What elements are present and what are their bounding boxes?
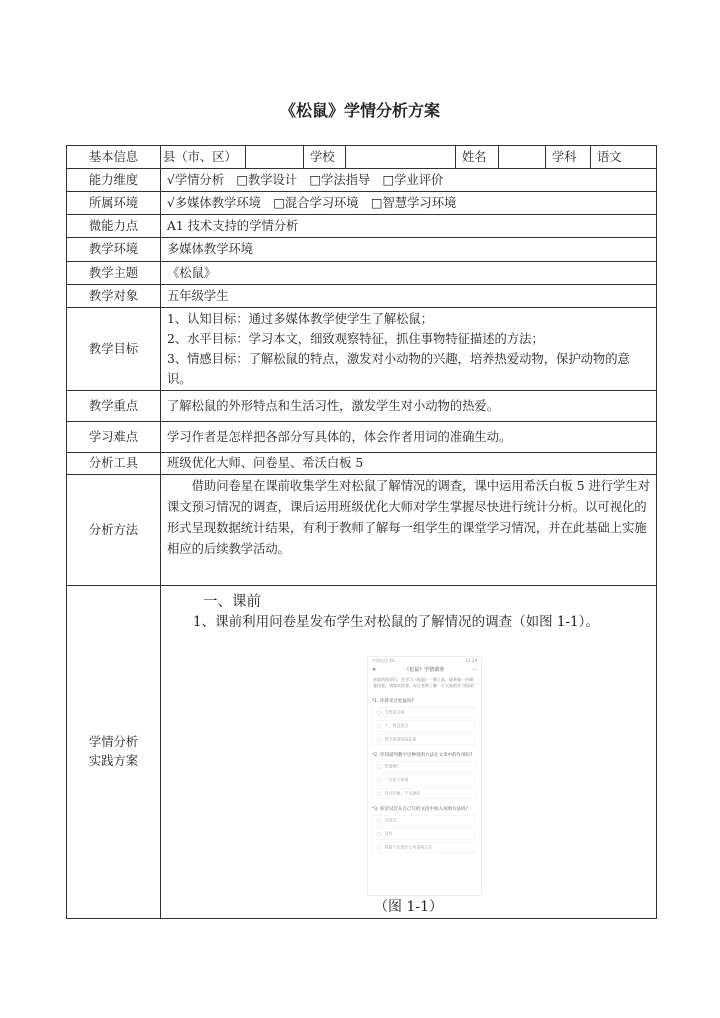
option-text: 我不知道啥是松鼠 xyxy=(384,737,417,742)
radio-icon xyxy=(377,832,382,837)
survey-option[interactable] xyxy=(373,707,476,718)
basic-info-label: 基本信息 xyxy=(67,146,161,169)
row-label: 所属环境 xyxy=(67,192,161,215)
row-label: 能力维度 xyxy=(67,169,161,192)
practice-content xyxy=(161,586,657,919)
row-value: √多媒体教学环境 □混合学习环境 □智慧学习环境 xyxy=(161,192,657,215)
survey-screenshot xyxy=(367,656,482,896)
row-value: 《松鼠》 xyxy=(161,262,657,285)
section-heading: 一、课前 xyxy=(203,594,261,610)
row-value: √学情分析 □教学设计 □学法指导 □学业评价 xyxy=(161,169,657,192)
clock: 12:24 xyxy=(465,658,477,663)
row-label: 教学主题 xyxy=(67,262,161,285)
more-icon: ··· xyxy=(472,667,477,673)
survey-option[interactable] xyxy=(373,734,476,745)
radio-icon xyxy=(377,737,382,742)
page-title: 《松鼠》学情分析方案 xyxy=(279,101,440,120)
tools-label: 分析工具 xyxy=(67,453,161,475)
row-value: A1 技术支持的学情分析 xyxy=(161,215,657,238)
option-text: 不，我没见过 xyxy=(384,723,409,728)
goals-label: 教学目标 xyxy=(67,308,161,391)
radio-icon xyxy=(377,845,382,850)
survey-question: *3. 你尝试过在自己写的文段中加入说明方法吗? xyxy=(372,806,468,812)
goal-item: 3、情感目标：了解松鼠的特点，激发对小动物的兴趣，培养热爱动物，保护动物的意识。 xyxy=(167,352,630,386)
option-text: 我都不知道什么叫说明方法 xyxy=(384,845,433,850)
option-text: 一点也不知道 xyxy=(384,777,409,782)
table-row xyxy=(67,192,657,215)
section-item: 1、课前利用问卷星发布学生对松鼠的了解情况的调查（如图 1-1）。 xyxy=(193,614,599,630)
radio-icon xyxy=(377,818,382,823)
table-row xyxy=(67,285,657,308)
row-value: 五年级学生 xyxy=(161,285,657,308)
difficulty-label: 学习难点 xyxy=(67,422,161,453)
survey-option[interactable] xyxy=(373,775,476,786)
option-text: 知道啊! xyxy=(384,764,399,769)
subject-value: 语文 xyxy=(591,146,657,169)
key-label: 教学重点 xyxy=(67,391,161,422)
practice-row xyxy=(67,586,657,919)
option-text: 尝试过 xyxy=(384,818,397,823)
subject-label: 学科 xyxy=(546,146,591,169)
analysis-table xyxy=(66,145,657,919)
survey-title: 《松鼠》学情调查 xyxy=(404,667,445,673)
difficulty-row xyxy=(67,422,657,453)
survey-question: *2. 你知道列数字这种说明方法在文章中的作用吗? xyxy=(372,752,473,758)
practice-label xyxy=(67,586,161,919)
row-label: 教学对象 xyxy=(67,285,161,308)
radio-icon xyxy=(377,791,382,796)
survey-option[interactable] xyxy=(373,842,476,853)
survey-option[interactable] xyxy=(373,829,476,840)
survey-question: *1. 你曾见过松鼠吗? xyxy=(372,698,414,704)
radio-icon xyxy=(377,764,382,769)
practice-label-line: 实践方案 xyxy=(88,754,139,768)
school-label: 学校 xyxy=(304,146,346,169)
goal-item: 2、水平目标：学习本文，细致观察特征，抓住事物特征描述的方法； xyxy=(167,332,544,346)
survey-questions xyxy=(368,698,481,853)
question-text: 1. 你曾见过松鼠吗? xyxy=(374,698,414,704)
table-row xyxy=(67,262,657,285)
method-row xyxy=(67,475,657,586)
goal-item: 1、认知目标：通过多媒体教学使学生了解松鼠； xyxy=(167,312,434,326)
school-value xyxy=(346,146,456,169)
practice-label-line: 学情分析 xyxy=(88,735,139,749)
question-text: 3. 你尝试过在自己写的文段中加入说明方法吗? xyxy=(374,806,468,812)
radio-icon xyxy=(377,710,382,715)
figure-caption: （图 1-1） xyxy=(374,899,443,915)
survey-option[interactable] xyxy=(373,761,476,772)
radio-icon xyxy=(377,724,382,729)
key-row xyxy=(67,391,657,422)
option-text: 当然见过啦 xyxy=(384,710,405,715)
goals-row xyxy=(67,308,657,391)
county-value xyxy=(246,146,304,169)
row-value: 多媒体教学环境 xyxy=(161,238,657,262)
survey-option[interactable] xyxy=(373,815,476,826)
radio-icon xyxy=(377,778,382,783)
row-label: 教学环境 xyxy=(67,238,161,262)
key-value: 了解松鼠的外形特点和生活习性，激发学生对小动物的热爱。 xyxy=(161,391,657,422)
method-label: 分析方法 xyxy=(67,475,161,586)
table-row xyxy=(67,215,657,238)
name-label: 姓名 xyxy=(456,146,499,169)
table-row xyxy=(67,238,657,262)
survey-option[interactable] xyxy=(373,788,476,799)
survey-intro: 亲爱的同学们，在学习《松鼠》一课之前，请来做一份调查问卷，请如实回答，好让老师了解一下大家的学习情况! xyxy=(373,677,475,688)
county-label: 县（市、区） xyxy=(161,146,246,169)
close-icon: ✕ xyxy=(372,667,377,673)
method-value: 借助问卷星在课前收集学生对松鼠了解情况的调查，课中运用希沃白板 5 进行学生对课文预习情况的调查，课后运用班级优化大师对学生掌握尽快进行统计分析。以可视化的形式呈现数据统计结果，有利于教师了解每一组学生的课堂学习情况，并在此基础上实施相应的后续教学活动。 xyxy=(161,475,657,586)
table-row xyxy=(67,169,657,192)
difficulty-value: 学习作者是怎样把各部分写具体的，体会作者用词的准确生动。 xyxy=(161,422,657,453)
tools-row xyxy=(67,453,657,475)
tools-value: 班级优化大师、问卷星、希沃白板 5 xyxy=(161,453,657,475)
survey-option[interactable] xyxy=(373,721,476,732)
question-text: 2. 你知道列数字这种说明方法在文章中的作用吗? xyxy=(374,752,473,758)
row-label: 微能力点 xyxy=(67,215,161,238)
carrier: 中国电信 4G xyxy=(372,658,395,663)
name-value xyxy=(499,146,546,169)
option-text: 没有 xyxy=(384,831,393,836)
option-text: 有点印象，不太确定 xyxy=(384,791,421,796)
basic-info-row xyxy=(67,146,657,169)
